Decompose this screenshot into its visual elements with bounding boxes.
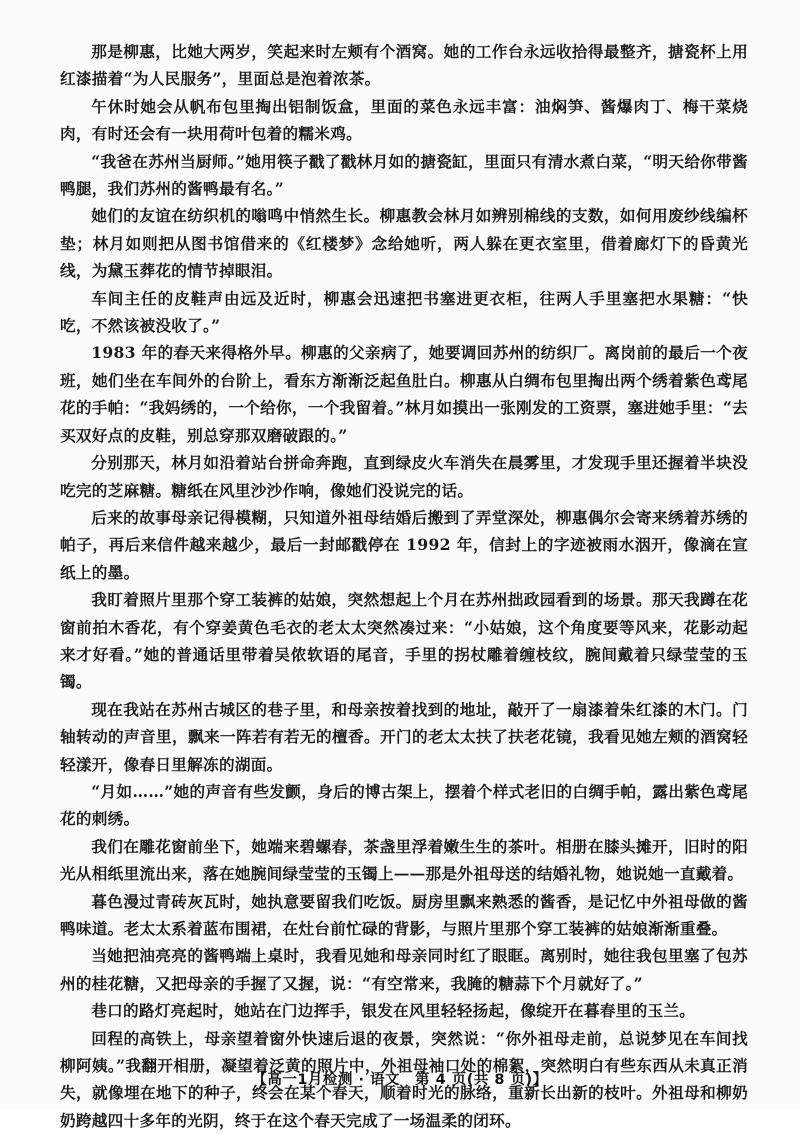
article-body [60,38,748,1134]
paragraph: “月如……”她的声音有些发颤，身后的博古架上，摆着个样式老旧的白绸手帕，露出紫色鸢尾花的刺绣。 [60,781,748,829]
paragraph: 现在我站在苏州古城区的巷子里，和母亲按着找到的地址，敲开了一扇漆着朱红漆的木门。门轴转动的声音里，飘来一阵若有若无的檀香。开门的老太太扶了扶老花镜，我看见她左颊的酒窝轻轻漾开，像春日里解冻的湖面。 [60,699,748,774]
paragraph: 暮色漫过青砖灰瓦时，她执意要留我们吃饭。厨房里飘来熟悉的酱香，是记忆中外祖母做的酱鸭味道。老太太系着蓝布围裙，在灶台前忙碌的背影，与照片里那个穿工装裤的姑娘渐渐重叠。 [60,891,748,938]
paragraph: 我们在雕花窗前坐下，她端来碧螺春，茶盏里浮着嫩生生的茶叶。相册在膝头摊开，旧时的阳光从相纸里流出来，落在她腕间绿莹莹的玉镯上——那是外祖母送的结婚礼物，她说她一直戴着。 [60,836,748,884]
paragraph: 她们的友谊在纺织机的嗡鸣中悄然生长。柳惠教会林月如辨别棉线的支数，如何用废纱线编杯垫；林月如则把从图书馆借来的《红楼梦》念给她听，两人躲在更衣室里，借着廊灯下的昏黄光线，为黛玉葬花的情节掉眼泪。 [60,206,748,281]
paragraph: 巷口的路灯亮起时，她站在门边挥手，银发在风里轻轻扬起，像绽开在暮春里的玉兰。 [91,1001,696,1021]
paragraph: 车间主任的皮鞋声由远及近时，柳惠会迅速把书塞进更衣柜，往两人手里塞把水果糖：“快吃，不然该被没收了。” [60,288,748,336]
paragraph: 那是柳惠，比她大两岁，笑起来时左颊有个酒窝。她的工作台永远收拾得最整齐，搪瓷杯上用红漆描着“为人民服务”，里面总是泡着浓茶。 [60,42,748,89]
paragraph: 午休时她会从帆布包里掏出铝制饭盒，里面的菜色永远丰富：油焖笋、酱爆肉丁、梅干菜烧肉，有时还会有一块用荷叶包着的糯米鸡。 [60,96,748,144]
paragraph: 当她把油亮亮的酱鸭端上桌时，我看见她和母亲同时红了眼眶。离别时，她往我包里塞了包苏州的桂花糖，又把母亲的手握了又握，说：“有空常来，我腌的糖蒜下个月就好了。” [60,946,748,993]
paragraph: 我盯着照片里那个穿工装裤的姑娘，突然想起上个月在苏州拙政园看到的场景。那天我蹲在花窗前拍木香花，有个穿姜黄色毛衣的老太太突然凑过来：“小姑娘，这个角度要等风来，花影动起来才好看。”她的普通话里带着吴侬软语的尾音，手里的拐杖雕着缠枝纹，腕间戴着只绿莹莹的玉镯。 [60,590,748,692]
paragraph: 1983 年的春天来得格外早。柳惠的父亲病了，她要调回苏州的纺织厂。离岗前的最后一个夜班，她们坐在车间外的台阶上，看东方渐渐泛起鱼肚白。柳惠从白绸布包里掏出两个绣着紫色鸢尾花的手帕：“我妈绣的，一个给你，一个我留着。”林月如摸出一张刚发的工资票，塞进她手里：“去买双好点的皮鞋，别总穿那双磨破跟的。” [60,343,748,445]
paragraph: “我爸在苏州当厨师。”她用筷子戳了戳林月如的搪瓷缸，里面只有清水煮白菜，“明天给你带酱鸭腿，我们苏州的酱鸭最有名。” [60,151,748,199]
paragraph: 后来的故事母亲记得模糊，只知道外祖母结婚后搬到了弄堂深处，柳惠偶尔会寄来绣着苏绣的帕子，再后来信件越来越少，最后一封邮戳停在 1992 年，信封上的字迹被雨水洇开，像滴在宣纸上的墨。 [60,507,748,582]
page-footer: 【高一1月检测 · 语文 第 4 页(共 8 页)】 [252,1072,548,1088]
paragraph: 回程的高铁上，母亲望着窗外快速后退的夜景，突然说：“你外祖母走前，总说梦见在车间找柳阿姨。”我翻开相册，凝望着泛黄的照片中，外祖母袖口处的棉絮，突然明白有些东西从未真正消失，就像埋在地下的种子，终会在某个春天，顺着时光的脉络，重新长出新的枝叶。外祖母和柳奶奶跨越四十多年的光阴，终于在这个春天完成了一场温柔的闭环。 [60,1028,748,1130]
paragraph: 分别那天，林月如沿着站台拼命奔跑，直到绿皮火车消失在晨雾里，才发现手里还握着半块没吃完的芝麻糖。糖纸在风里沙沙作响，像她们没说完的话。 [60,453,748,500]
